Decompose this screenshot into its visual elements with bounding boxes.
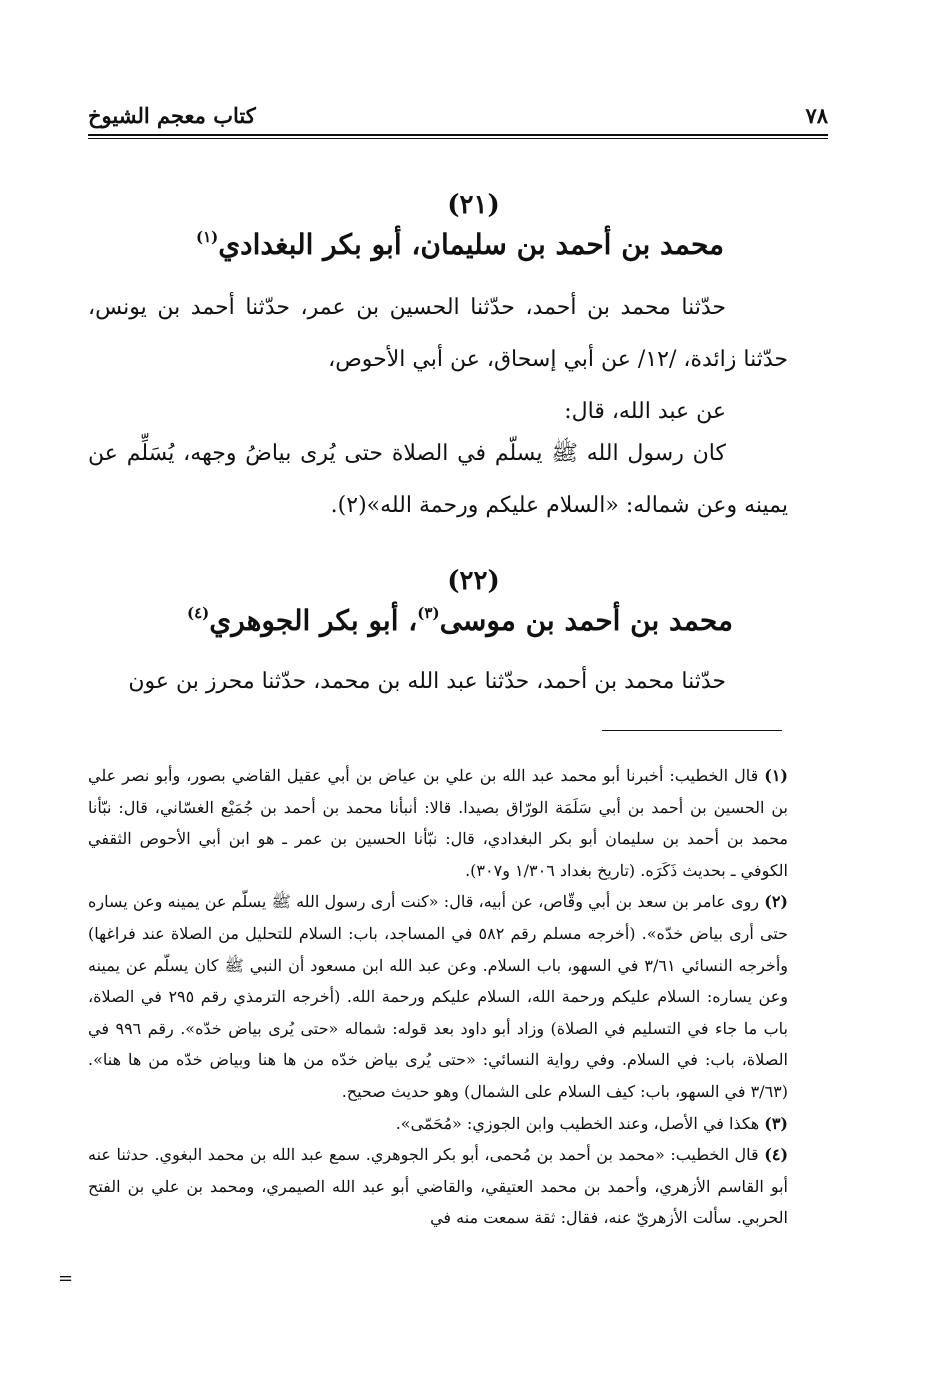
footnote bbox=[88, 1139, 788, 1234]
entry-number: (٢٢) bbox=[447, 566, 500, 596]
footnote-ref[interactable]: (٣) bbox=[417, 604, 440, 622]
footnote bbox=[88, 760, 788, 886]
footnote-ref[interactable]: (٤) bbox=[187, 604, 210, 622]
isnad-paragraph: عن عبد الله، قال: bbox=[564, 399, 726, 424]
entry-title-text: محمد بن أحمد بن موسى bbox=[439, 604, 733, 637]
entry-number: (٢١) bbox=[447, 190, 500, 220]
entry-title bbox=[90, 228, 830, 261]
matn-paragraph: كان رسول الله ﷺ يسلّم في الصلاة حتى يُرى بياضُ وجهه، يُسَلِّم عن يمينه وعن شماله: «السلام عليكم ورحمة الله»(٢). bbox=[88, 441, 788, 518]
footnote-text: هكذا في الأصل، وعند الخطيب وابن الجوزي: «مُحَمّى». bbox=[395, 1113, 760, 1133]
entry-title bbox=[90, 604, 830, 637]
footnote-mark: (١) bbox=[764, 766, 788, 785]
entry-title-text: محمد بن أحمد بن سليمان، أبو بكر البغدادي bbox=[218, 228, 725, 261]
footnote-mark: (٤) bbox=[764, 1145, 789, 1165]
footnote-mark: (٣) bbox=[764, 1113, 788, 1133]
footnote-text: روى عامر بن سعد بن أبي وقّاص، عن أبيه، قال: «كنت أرى رسول الله ﷺ يسلّم عن يمينه وعن يساره حتى أرى بياض خدّه». (أخرجه مسلم رقم ٥٨٢ في المساجد، باب: السلام للتحليل من الصلاة عند فراغها) وأخرجه النسائي ٣/٦١ في السهو، باب السلام. وعن عبد الله ابن مسعود أن النبي ﷺ كان يسلّم عن يمينه وعن يساره: السلام عليكم ورحمة الله، السلام عليكم ورحمة الله. (أخرجه الترمذي رقم ٢٩٥ في الصلاة، باب ما جاء في التسليم في الصلاة) وزاد أبو داود بعد قوله: شماله «حتى يُرى بياض خدّه». رقم ٩٩٦ في الصلاة، باب: في السلام. وفي رواية النسائي: «حتى يُرى بياض خدّه من ها هنا وبياض خدّه من ها هنا». (٣/٦٣ في السهو، باب: كيف السلام على الشمال) وهو حديث صحيح. bbox=[88, 892, 789, 1101]
header-rule-thin bbox=[88, 138, 828, 139]
book-title: كتاب معجم الشيوخ bbox=[88, 102, 256, 128]
footnote bbox=[88, 1108, 788, 1140]
footnote-text: قال الخطيب: «محمد بن أحمد بن مُحمى، أبو بكر الجوهري. سمع عبد الله بن محمد البغوي. حدثنا عنه أبو القاسم الأزهري، وأحمد بن محمد العتيقي، والقاضي أبو عبد الله الصيمري، ومحمد بن علي بن الفتح الحربي. سألت الأزهريّ عنه، فقال: ثقة سمعت منه في bbox=[88, 1145, 788, 1228]
footnote-mark: (٢) bbox=[764, 892, 788, 912]
footnotes bbox=[88, 760, 788, 1234]
footnote-separator bbox=[602, 730, 782, 731]
header-rule bbox=[88, 134, 828, 136]
isnad-paragraph: حدّثنا محمد بن أحمد، حدّثنا الحسين بن عمر، حدّثنا أحمد بن يونس، حدّثنا زائدة، /١٢/ عن أبي إسحاق، عن أبي الأحوص، bbox=[88, 295, 788, 372]
isnad-paragraph: حدّثنا محمد بن أحمد، حدّثنا عبد الله بن محمد، حدّثنا محرز بن عون bbox=[128, 669, 726, 694]
footnote bbox=[88, 886, 788, 1107]
entry-title-text: ، أبو بكر الجوهري bbox=[209, 604, 418, 637]
entry-body bbox=[88, 282, 788, 532]
footnote-ref[interactable]: (١) bbox=[195, 228, 219, 246]
page-number: ٧٨ bbox=[805, 102, 828, 128]
footnote-text: قال الخطيب: أخبرنا أبو محمد عبد الله بن علي بن عياض بن أبي عقيل القاضي بصور، وأبو نصر علي بن الحسين بن أحمد بن أبي سَلَمَة الورّاق بصيدا. قالا: أنبأنا محمد بن أحمد بن جُمَيْع الغسّاني، قال: نبّأنا محمد بن أحمد بن سليمان أبو بكر البغدادي، قال: نبّأنا الحسين بن عمر ـ هو ابن أبي الأحوص الثقفي الكوفي ـ بحديث ذَكَرَه. (تاريخ بغداد ١/٣٠٦ و٣٠٧). bbox=[88, 766, 788, 880]
entry-body bbox=[88, 656, 788, 708]
continuation-mark: = bbox=[58, 1268, 74, 1289]
running-header bbox=[88, 98, 828, 132]
